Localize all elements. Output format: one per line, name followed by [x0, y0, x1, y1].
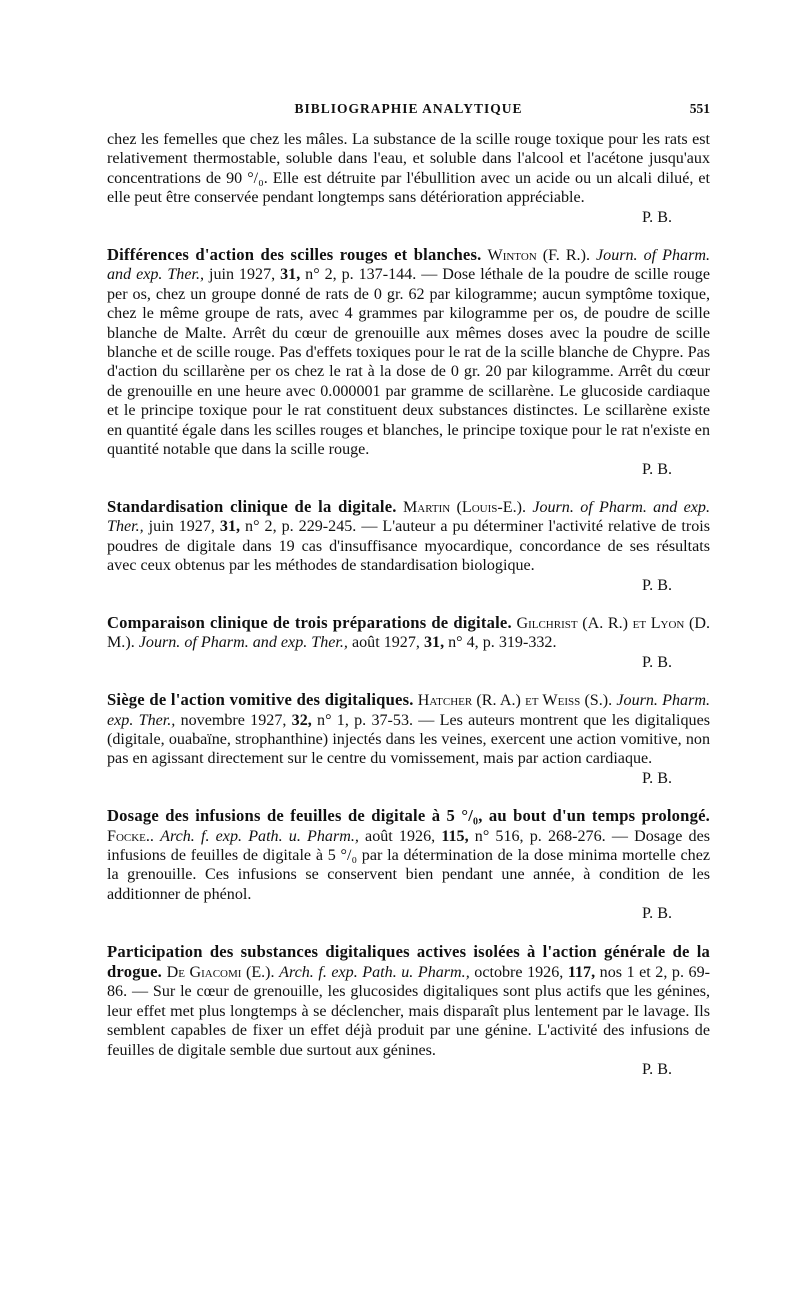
entry-abstract: — Sur le cœur de grenouille, les glucosides digitaliques sont plus actifs que les génines, leur effet met plus longtemps à se déclencher, mais disparaît plus lentement par le lavage. Ils semblent capables de fixer un effet déjà produit par une génine. L'activité des infusions de feuilles de digitale semble due surtout aux génines. — [107, 983, 711, 1059]
bibliography-entry — [107, 942, 710, 1080]
entry-pages: n° 2, p. 229-245. — [245, 518, 357, 536]
entry-authors: De Giacomi (E.). — [166, 964, 275, 982]
entry-title: Standardisation clinique de la digitale. — [107, 496, 397, 516]
entry-journal: Arch. f. exp. Path. u. Pharm., — [279, 964, 470, 982]
entry-volume: 31, — [280, 266, 301, 284]
entry-volume: 31, — [219, 518, 241, 536]
entry-abstract: — L'auteur a pu déterminer l'activité relative de trois poudres de digitale dans 19 cas d'insuffisance myocardique, concordance de ses résultats avec ceux obtenus par les méthodes de standardisation biologique. — [107, 518, 711, 575]
entry-abstract: — Dosage des infusions de feuilles de digitale à 5 °/₀ par la détermination de la dose minima mortelle chez la grenouille. Ces infusions se conservent bien pendant une année, à condition de les additionner de phénol. — [107, 827, 710, 903]
entry-journal: Journ. of Pharm. and exp. Ther., — [107, 247, 711, 284]
entry-date: août 1927, — [351, 634, 420, 652]
entry-pages: n° 4, p. 319-332. — [448, 634, 557, 652]
signature: P. B. — [642, 905, 672, 923]
entry-authors: Winton (F. R.). — [487, 247, 590, 265]
entry-authors: Hatcher (R. A.) et Weiss (S.). — [417, 692, 613, 710]
signature: P. B. — [642, 769, 672, 787]
entry-title: Dosage des infusions de feuilles de digitale à 5 °/₀, au bout d'un temps prolongé. — [107, 806, 710, 826]
entry-journal: Arch. f. exp. Path. u. Pharm., — [160, 827, 359, 845]
entry-title: Participation des substances digitaliques actives isolées à l'action générale de la drogue. — [107, 941, 710, 982]
bibliography-entry — [107, 245, 710, 479]
page-number: 551 — [689, 101, 710, 116]
continuation-text: chez les femelles que chez les mâles. La substance de la scille rouge toxique pour les rats est relativement thermostable, soluble dans l'eau, et soluble dans l'alcool et l'acétone jusqu'aux concentrations de 90 °/₀. Elle est détruite par l'ébullition avec un acide ou un alcali dilué, et elle peut être conservée pendant longtemps sans détérioration appréciable. — [107, 131, 710, 207]
signature: P. B. — [642, 460, 672, 478]
entry-journal: Journ. Pharm. exp. Ther., — [107, 692, 710, 729]
bibliography-entry — [107, 690, 710, 788]
entry-journal: Journ. of Pharm. and exp. Ther., — [138, 634, 348, 652]
signature: P. B. — [642, 653, 672, 671]
entry-date: juin 1927, — [208, 266, 276, 284]
signature: P. B. — [642, 1061, 672, 1079]
bibliography-entry — [107, 497, 710, 595]
entry-volume: 31, — [423, 634, 445, 652]
page-body — [107, 130, 710, 1079]
entry-abstract: — Les auteurs montrent que les digitaliques (digitale, ouabaïne, strophanthine) injectés dans les veines, exercent une action vomitive, non pas en agissant directement sur le centre du vomissement, mais par action cardiaque. — [107, 711, 710, 768]
signature: P. B. — [642, 576, 672, 594]
page-header — [107, 101, 710, 123]
bibliography-entry — [107, 613, 710, 672]
entry-date: août 1926, — [365, 827, 436, 845]
entry-abstract: — Dose léthale de la poudre de scille rouge per os, chez un groupe donné de rats de 0 gr. 62 par kilogramme; aucun symptôme toxique, chez le même groupe de rats, avec 4 grammes par kilogramme per os, de poudre de scille blanche de Malte. Arrêt du cœur de grenouille aux mêmes doses avec la poudre de scille blanche et de scille rouge. Pas d'effets toxiques pour le rat de la scille blanche de Chypre. Pas d'action du scillarène per os chez le rat à la dose de 0 gr. 20 par kilogramme. Arrêt du cœur de grenouille en une heure avec 0.000001 par gramme de scillarène. Le glucoside cardiaque et le principe toxique pour le rat constituent deux substances distinctes. Le scillarène existe en quantité égale dans les scilles rouges et blanches, le principe toxique pour le rat n'existe en quantité notable que dans la scille rouge. — [107, 266, 710, 459]
entry-volume: 117, — [567, 964, 596, 982]
entry-title: Siège de l'action vomitive des digitaliques. — [107, 690, 414, 710]
running-title: BIBLIOGRAPHIE ANALYTIQUE — [294, 101, 523, 116]
entry-authors: Gilchrist (A. R.) et Lyon (D. M.). — [107, 614, 710, 652]
entry-pages: n° 1, p. 37-53. — [317, 711, 414, 729]
continuation-paragraph — [107, 130, 710, 227]
entry-date: juin 1927, — [148, 518, 215, 536]
entry-volume: 115, — [441, 827, 469, 845]
bibliography-entry — [107, 806, 710, 923]
entry-pages: n° 516, p. 268-276. — [474, 827, 606, 845]
entry-title: Différences d'action des scilles rouges et blanches. — [107, 245, 482, 265]
signature: P. B. — [642, 208, 672, 226]
entry-pages: n° 2, p. 137-144. — [305, 266, 417, 284]
entry-date: octobre 1926, — [474, 964, 564, 982]
entry-title: Comparaison clinique de trois préparations de digitale. — [107, 612, 512, 632]
entry-journal: Journ. of Pharm. and exp. Ther., — [107, 498, 710, 536]
entry-date: novembre 1927, — [180, 711, 287, 729]
entry-authors: Focke.. — [107, 827, 154, 845]
entry-authors: Martin (Louis-E.). — [402, 498, 526, 516]
entry-volume: 32, — [291, 711, 312, 729]
entry-pages: nos 1 et 2, p. 69-86. — [107, 964, 710, 1001]
